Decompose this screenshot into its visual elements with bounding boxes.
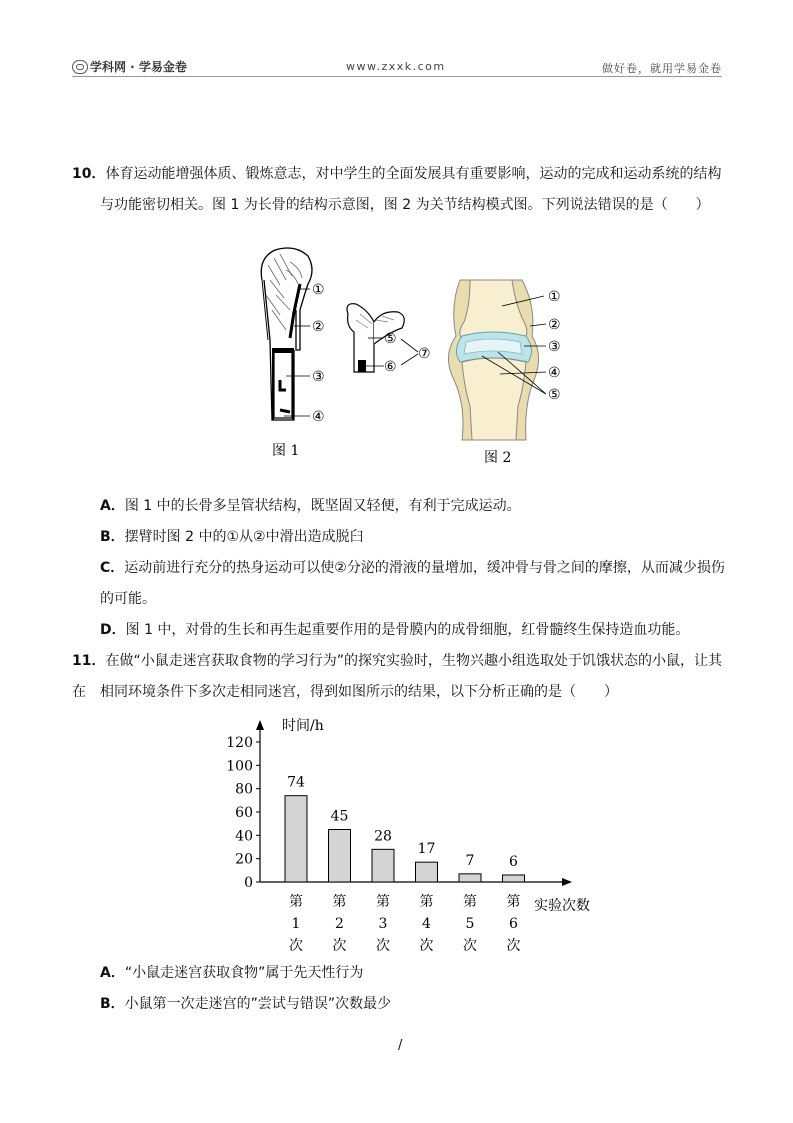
x-axis-arrow bbox=[562, 878, 572, 886]
question-10-line1 bbox=[72, 159, 732, 190]
option-key: A． bbox=[100, 965, 125, 981]
x-tick-label: 次 bbox=[376, 938, 390, 954]
q10-option-d bbox=[100, 615, 732, 646]
question-number: 11． bbox=[72, 653, 106, 669]
option-key: B． bbox=[100, 529, 125, 545]
x-tick-label: 2 bbox=[335, 916, 344, 932]
x-tick-label: 6 bbox=[509, 916, 518, 932]
y-tick-label: 100 bbox=[226, 758, 253, 775]
option-key: A． bbox=[100, 498, 125, 514]
question-text: 在做“小鼠走迷宫获取食物的学习行为”的探究实验时，生物兴趣小组选取处于饥饿状态的小鼠，让其在 bbox=[72, 653, 722, 700]
q10-option-b bbox=[100, 522, 732, 553]
header-slogan: 做好卷，就用学易金卷 bbox=[602, 62, 722, 75]
option-key: C． bbox=[100, 560, 125, 576]
bar bbox=[329, 830, 351, 883]
y-tick-label: 80 bbox=[235, 781, 253, 798]
question-text: 体育运动能增强体质、锻炼意志，对中学生的全面发展具有重要影响，运动的完成和运动系统的结构 bbox=[105, 166, 722, 182]
figure-1-long-bone bbox=[250, 240, 440, 465]
y-tick-label: 0 bbox=[244, 875, 253, 891]
y-tick-label: 120 bbox=[226, 735, 253, 751]
bar-value-label: 74 bbox=[287, 774, 305, 791]
x-tick-label: 第 bbox=[376, 894, 390, 910]
y-tick-label: 60 bbox=[235, 805, 253, 821]
bar-value-label: 7 bbox=[465, 852, 475, 869]
fig2-marker-2: ② bbox=[548, 317, 561, 333]
fig1-marker-1: ① bbox=[312, 282, 325, 298]
logo-icon bbox=[72, 60, 88, 74]
q10-option-c bbox=[100, 553, 732, 584]
x-tick-label: 3 bbox=[378, 916, 388, 932]
figure-1-label: 图 1 bbox=[272, 443, 300, 459]
x-tick-label: 第 bbox=[463, 894, 477, 910]
fig1-marker-7: ⑦ bbox=[418, 346, 431, 362]
fig2-marker-5: ⑤ bbox=[548, 387, 561, 403]
x-axis-label: 实验次数 bbox=[534, 898, 590, 914]
x-tick-label: 4 bbox=[422, 916, 431, 932]
fig1-marker-2: ② bbox=[312, 319, 325, 335]
y-tick-label: 20 bbox=[235, 851, 253, 868]
option-text: 摆臂时图 2 中的①从②中滑出造成脱臼 bbox=[124, 529, 364, 545]
bar bbox=[459, 874, 481, 882]
bar bbox=[503, 875, 525, 882]
page-header bbox=[72, 58, 722, 76]
option-text: 图 1 中，对骨的生长和再生起重要作用的是骨膜内的成骨细胞，红骨髓终生保持造血功能。 bbox=[125, 622, 690, 638]
site-logo bbox=[72, 58, 187, 75]
y-axis-label: 时间/h bbox=[282, 718, 324, 734]
x-tick-label: 次 bbox=[289, 938, 303, 954]
x-tick-label: 第 bbox=[506, 894, 521, 910]
q11-option-b bbox=[100, 989, 732, 1020]
figure-2-label: 图 2 bbox=[484, 450, 512, 466]
fig1-marker-4: ④ bbox=[312, 409, 325, 425]
fig2-marker-3: ③ bbox=[548, 339, 561, 355]
bar bbox=[285, 796, 307, 882]
logo-text: 学科网 · 学易金卷 bbox=[90, 60, 187, 74]
bar-value-label: 6 bbox=[509, 854, 518, 870]
maze-time-bar-chart bbox=[220, 710, 620, 960]
q10-option-a bbox=[100, 491, 732, 522]
option-text: “小鼠走迷宫获取食物”属于先天性行为 bbox=[124, 965, 364, 981]
x-tick-label: 第 bbox=[289, 894, 303, 910]
header-divider bbox=[72, 76, 722, 77]
fig2-marker-1: ① bbox=[548, 289, 561, 305]
x-tick-label: 次 bbox=[332, 938, 347, 954]
question-11-line2: 相同环境条件下多次走相同迷宫，得到如图所示的结果，以下分析正确的是（ ） bbox=[100, 684, 618, 700]
fig1-marker-5: ⑤ bbox=[384, 331, 397, 347]
x-tick-label: 第 bbox=[332, 894, 347, 910]
x-tick-label: 次 bbox=[463, 938, 477, 954]
figure-2-joint bbox=[440, 276, 590, 471]
x-tick-label: 次 bbox=[506, 938, 521, 954]
x-tick-label: 1 bbox=[291, 916, 301, 932]
site-url: www.zxxk.com bbox=[346, 60, 446, 73]
option-text: 运动前进行充分的热身运动可以使②分泌的滑液的量增加，缓冲骨与骨之间的摩擦，从而减少损伤 bbox=[124, 560, 725, 576]
fig1-marker-6: ⑥ bbox=[384, 359, 397, 375]
y-axis-arrow bbox=[256, 720, 264, 730]
bar bbox=[416, 862, 438, 882]
bar-value-label: 45 bbox=[330, 808, 349, 825]
option-key: D． bbox=[100, 622, 126, 638]
question-10-line2: 与功能密切相关。图 1 为长骨的结构示意图，图 2 为关节结构模式图。下列说法错误的是（ ） bbox=[100, 197, 710, 213]
page-footer: / bbox=[398, 1038, 403, 1053]
fig2-marker-4: ④ bbox=[548, 365, 561, 381]
question-number: 10． bbox=[72, 166, 106, 182]
q10-option-c-line2: 的可能。 bbox=[100, 591, 156, 607]
option-key: B． bbox=[100, 996, 125, 1012]
x-tick-label: 次 bbox=[419, 938, 434, 954]
bar-value-label: 28 bbox=[374, 828, 392, 845]
option-text: 小鼠第一次走迷宫的”尝试与错误”次数最少 bbox=[124, 996, 392, 1012]
bar-value-label: 17 bbox=[417, 841, 436, 858]
q11-option-a bbox=[100, 958, 732, 989]
bar bbox=[372, 849, 394, 882]
fig1-marker-3: ③ bbox=[312, 369, 325, 385]
y-tick-label: 40 bbox=[235, 828, 253, 845]
x-tick-label: 第 bbox=[419, 894, 434, 910]
x-tick-label: 5 bbox=[465, 916, 475, 932]
option-text: 图 1 中的长骨多呈管状结构，既坚固又轻便，有利于完成运动。 bbox=[124, 498, 521, 514]
